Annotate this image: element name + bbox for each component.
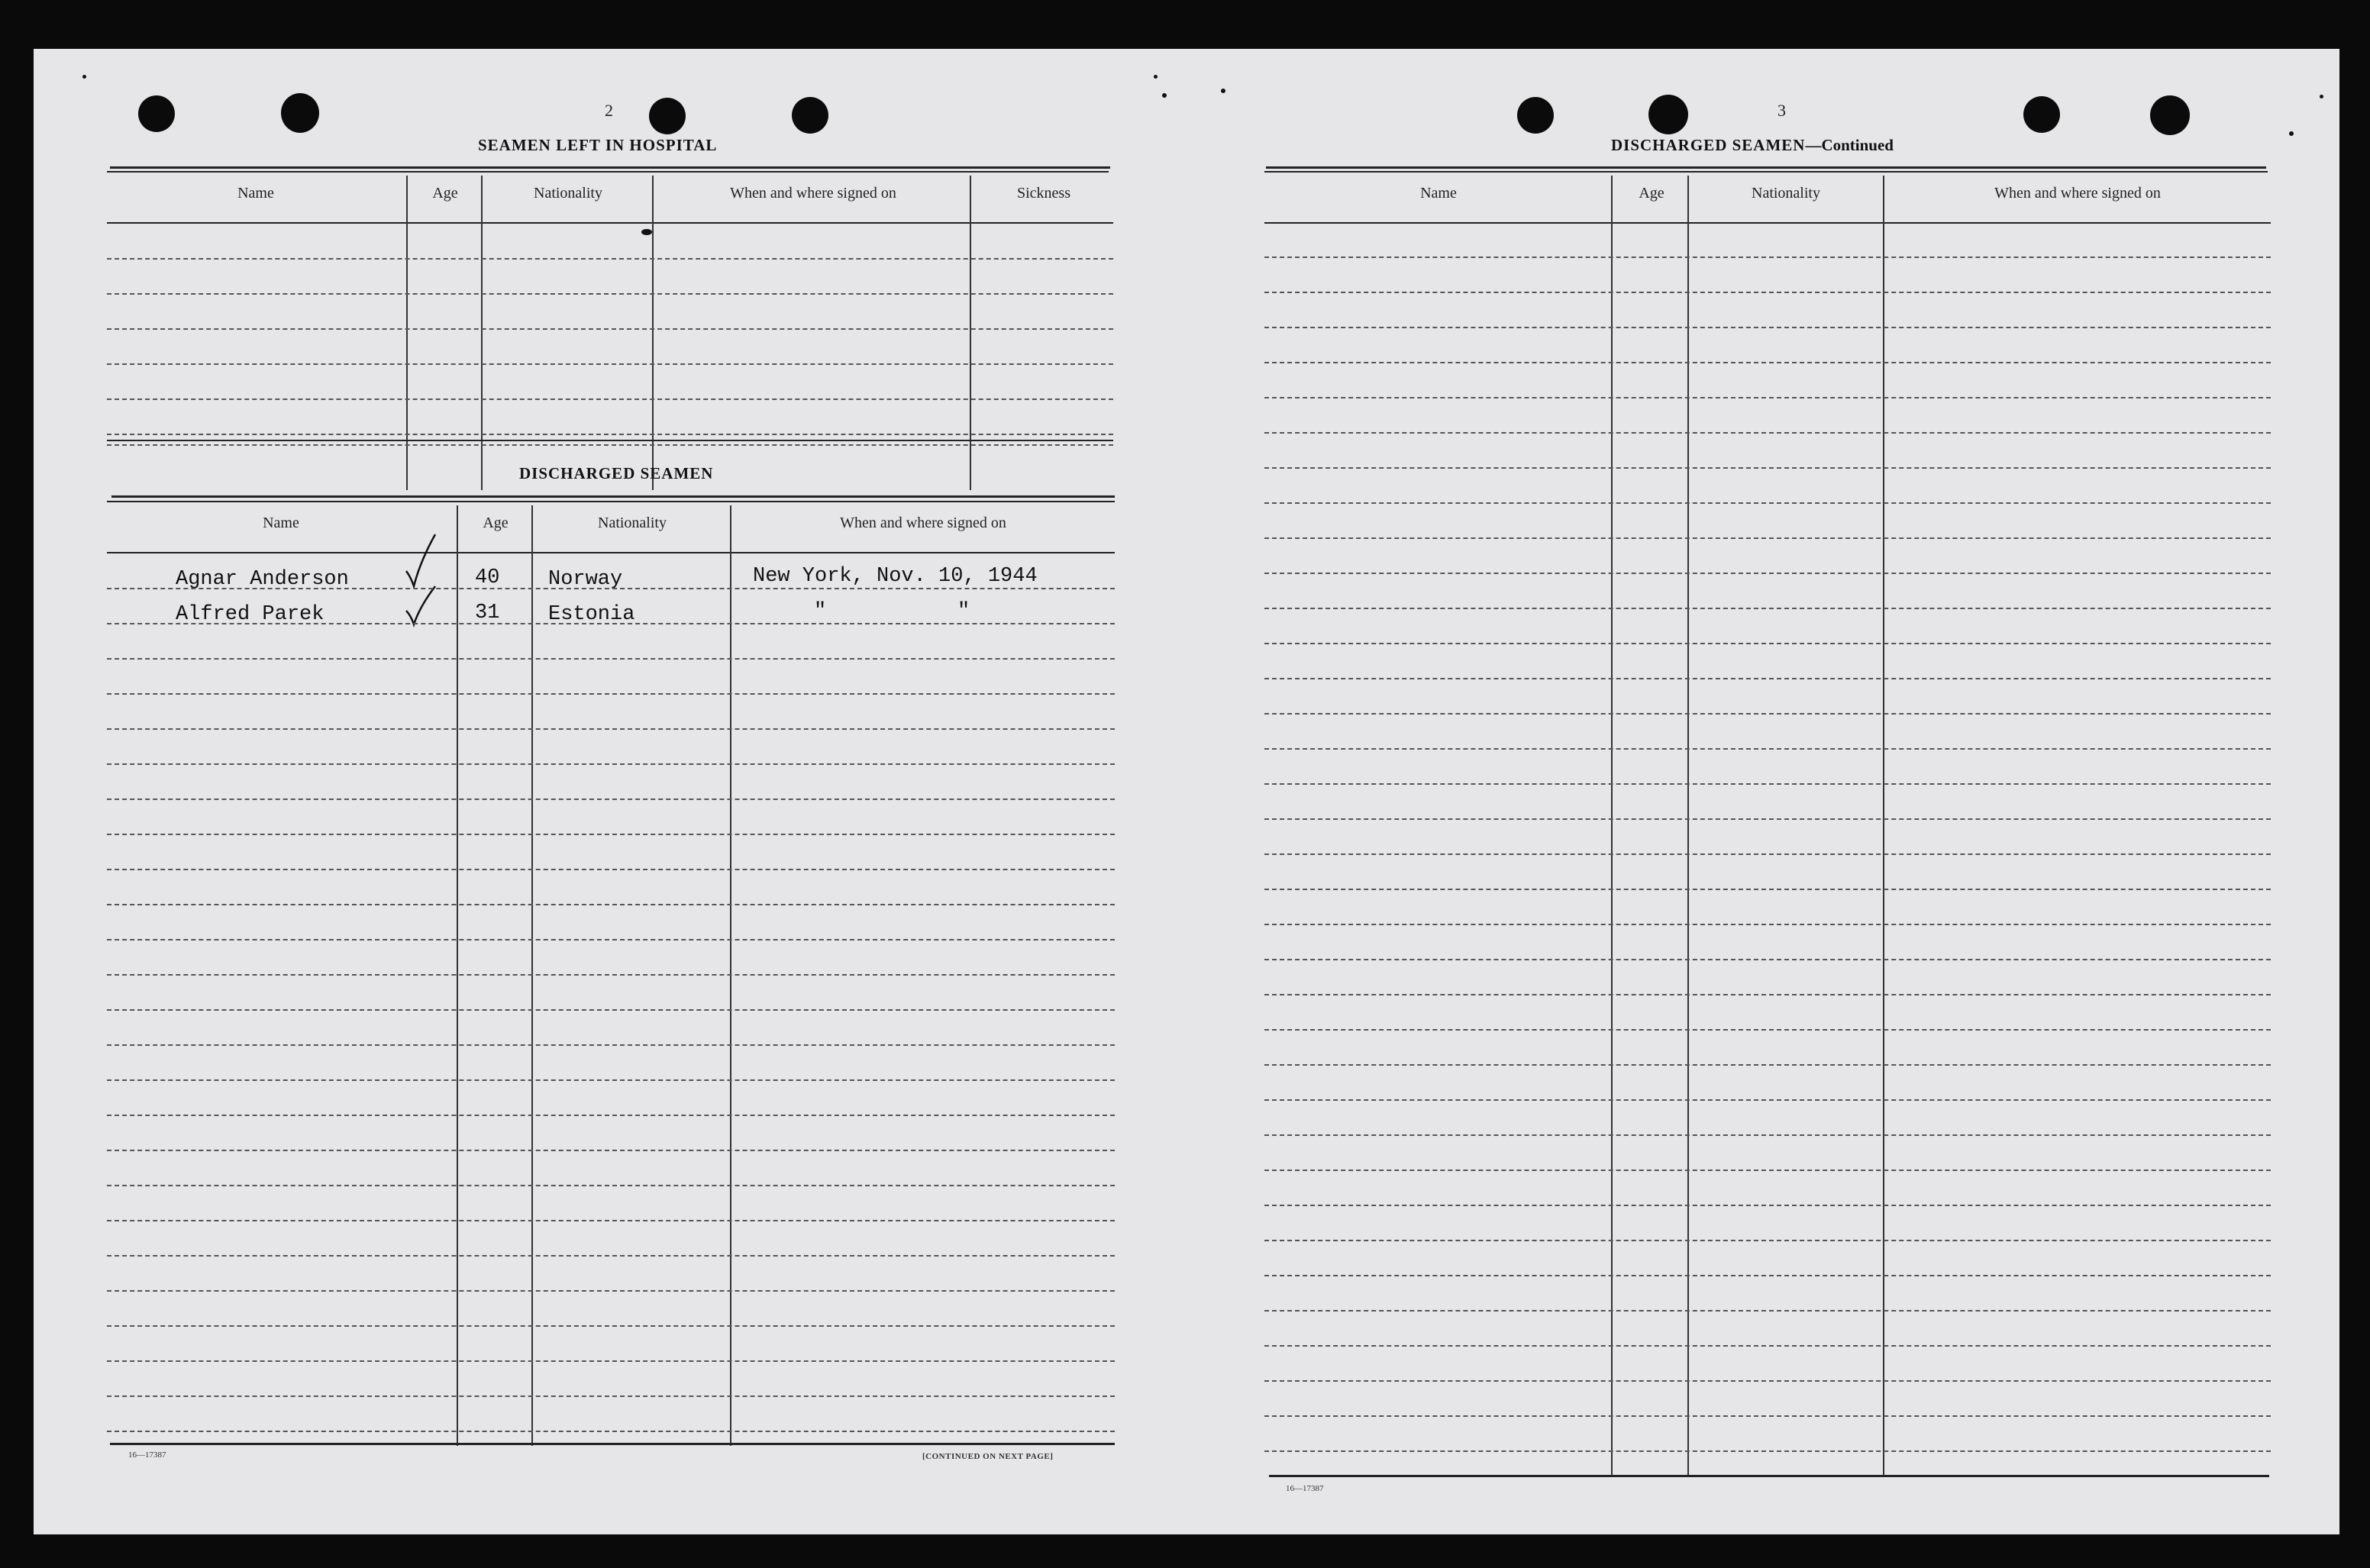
row-line (107, 434, 1113, 435)
row-line (107, 588, 1115, 589)
row-line (107, 1290, 1115, 1292)
row-line (107, 763, 1115, 765)
row-line (107, 1079, 1115, 1081)
column-header-sickness: Sickness (1017, 185, 1070, 202)
row-line (1264, 1275, 2271, 1276)
speck (1221, 89, 1225, 93)
row-line (1264, 643, 2271, 644)
row-line (107, 974, 1115, 976)
punch-hole (1648, 95, 1688, 134)
column-divider (652, 176, 654, 490)
row-line (1264, 432, 2271, 434)
column-divider (970, 176, 971, 490)
section-title-discharged-continued (1611, 136, 1894, 155)
row-line (107, 623, 1115, 624)
row-line (1264, 713, 2271, 715)
row-line (1264, 924, 2271, 925)
row-line (1264, 573, 2271, 574)
row-line (107, 799, 1115, 800)
row-line (1264, 1064, 2271, 1066)
column-header-age: Age (483, 515, 509, 531)
rule (107, 501, 1115, 502)
punch-hole (2150, 95, 2190, 135)
row-line (107, 1360, 1115, 1362)
column-header-signed-on: When and where signed on (730, 185, 896, 202)
column-header-nationality: Nationality (534, 185, 602, 202)
row-line (1264, 1310, 2271, 1312)
row-line (1264, 256, 2271, 258)
row-line (107, 1009, 1115, 1011)
punch-hole (1517, 97, 1554, 134)
row-line (107, 328, 1113, 330)
seaman-nationality: Norway (548, 568, 623, 591)
row-line (1264, 1029, 2271, 1031)
table-bottom-rule (1269, 1475, 2269, 1477)
column-divider (531, 505, 533, 1446)
row-line (107, 1255, 1115, 1257)
row-line (1264, 818, 2271, 820)
seaman-age: 40 (475, 566, 500, 589)
punch-hole (649, 98, 686, 134)
row-line (107, 904, 1115, 905)
column-divider (1611, 176, 1613, 1476)
row-line (1264, 502, 2271, 504)
section-bottom-rule (107, 440, 1113, 441)
column-divider (406, 176, 408, 490)
row-line (107, 693, 1115, 695)
row-line (1264, 678, 2271, 679)
row-line (1264, 748, 2271, 750)
row-line (107, 1115, 1115, 1116)
check-mark-icon (403, 583, 438, 629)
punch-hole (281, 93, 319, 133)
header-rule (1264, 222, 2271, 224)
row-line (1264, 1415, 2271, 1417)
speck (2289, 131, 2294, 136)
heavy-rule (1266, 166, 2266, 169)
heavy-rule (111, 495, 1115, 498)
heavy-rule (110, 166, 1110, 169)
page-number: 3 (1778, 101, 1786, 120)
ditto-mark: " (957, 600, 970, 623)
row-line (107, 728, 1115, 730)
row-line (1264, 608, 2271, 609)
row-line (1264, 1099, 2271, 1101)
column-header-name: Name (1420, 185, 1457, 202)
row-line (107, 363, 1113, 365)
row-line (1264, 783, 2271, 785)
section-title-hospital: SEAMEN LEFT IN HOSPITAL (478, 136, 718, 154)
page-number: 2 (605, 101, 613, 120)
form-number: 16—17387 (1286, 1484, 1324, 1493)
section-title-discharged: DISCHARGED SEAMEN (519, 464, 714, 482)
title-main: DISCHARGED SEAMEN (1611, 136, 1806, 154)
row-line (107, 1150, 1115, 1151)
row-line (1264, 1205, 2271, 1206)
seaman-nationality: Estonia (548, 603, 635, 626)
speck (1154, 75, 1158, 79)
row-line (1264, 292, 2271, 293)
row-line (1264, 397, 2271, 398)
column-header-age: Age (432, 185, 458, 202)
row-line (1264, 1345, 2271, 1347)
row-line (1264, 853, 2271, 855)
seaman-signed-on: New York, Nov. 10, 1944 (753, 565, 1038, 588)
form-number: 16—17387 (128, 1450, 166, 1460)
ditto-mark: " (814, 600, 827, 623)
row-line (107, 1431, 1115, 1432)
row-line (107, 258, 1113, 260)
column-header-signed-on: When and where signed on (1994, 185, 2161, 202)
punch-hole (2023, 96, 2060, 133)
row-line (1264, 1380, 2271, 1382)
row-line (1264, 959, 2271, 960)
row-line (107, 1044, 1115, 1046)
document-sheet (34, 49, 2339, 1534)
rule (1264, 171, 2268, 173)
row-line (107, 1185, 1115, 1186)
header-rule (107, 222, 1113, 224)
row-line (107, 1325, 1115, 1327)
row-line (1264, 327, 2271, 328)
column-divider (730, 505, 731, 1446)
row-line (1264, 889, 2271, 890)
row-line (107, 869, 1115, 870)
column-header-name: Name (237, 185, 274, 202)
column-divider (457, 505, 458, 1446)
speck (1162, 93, 1167, 98)
seaman-age: 31 (475, 602, 500, 624)
punch-hole (138, 95, 175, 132)
row-line (1264, 994, 2271, 995)
column-header-nationality: Nationality (598, 515, 667, 531)
row-line (107, 658, 1115, 660)
row-line (107, 293, 1113, 295)
column-divider (1687, 176, 1689, 1476)
speck (641, 229, 652, 235)
header-rule (107, 552, 1115, 553)
column-divider (1883, 176, 1884, 1476)
row-line (1264, 362, 2271, 363)
seaman-name: Alfred Parek (176, 603, 325, 626)
column-header-nationality: Nationality (1752, 185, 1820, 202)
table-bottom-rule (110, 1443, 1115, 1445)
row-line (1264, 1450, 2271, 1452)
speck (2320, 95, 2323, 98)
column-header-signed-on: When and where signed on (840, 515, 1006, 531)
row-line (1264, 1240, 2271, 1241)
row-line (107, 1395, 1115, 1397)
row-line (107, 444, 1113, 446)
seaman-name: Agnar Anderson (176, 568, 349, 591)
title-suffix: —Continued (1805, 136, 1894, 154)
continued-note: [CONTINUED ON NEXT PAGE] (922, 1452, 1054, 1461)
row-line (1264, 1170, 2271, 1171)
row-line (107, 834, 1115, 835)
column-divider (481, 176, 483, 490)
speck (82, 75, 86, 79)
row-line (1264, 467, 2271, 469)
row-line (107, 939, 1115, 940)
column-header-age: Age (1639, 185, 1664, 202)
rule (107, 171, 1109, 173)
row-line (1264, 537, 2271, 539)
row-line (107, 398, 1113, 400)
punch-hole (792, 97, 828, 134)
column-header-name: Name (263, 515, 299, 531)
row-line (107, 1220, 1115, 1221)
row-line (1264, 1134, 2271, 1136)
